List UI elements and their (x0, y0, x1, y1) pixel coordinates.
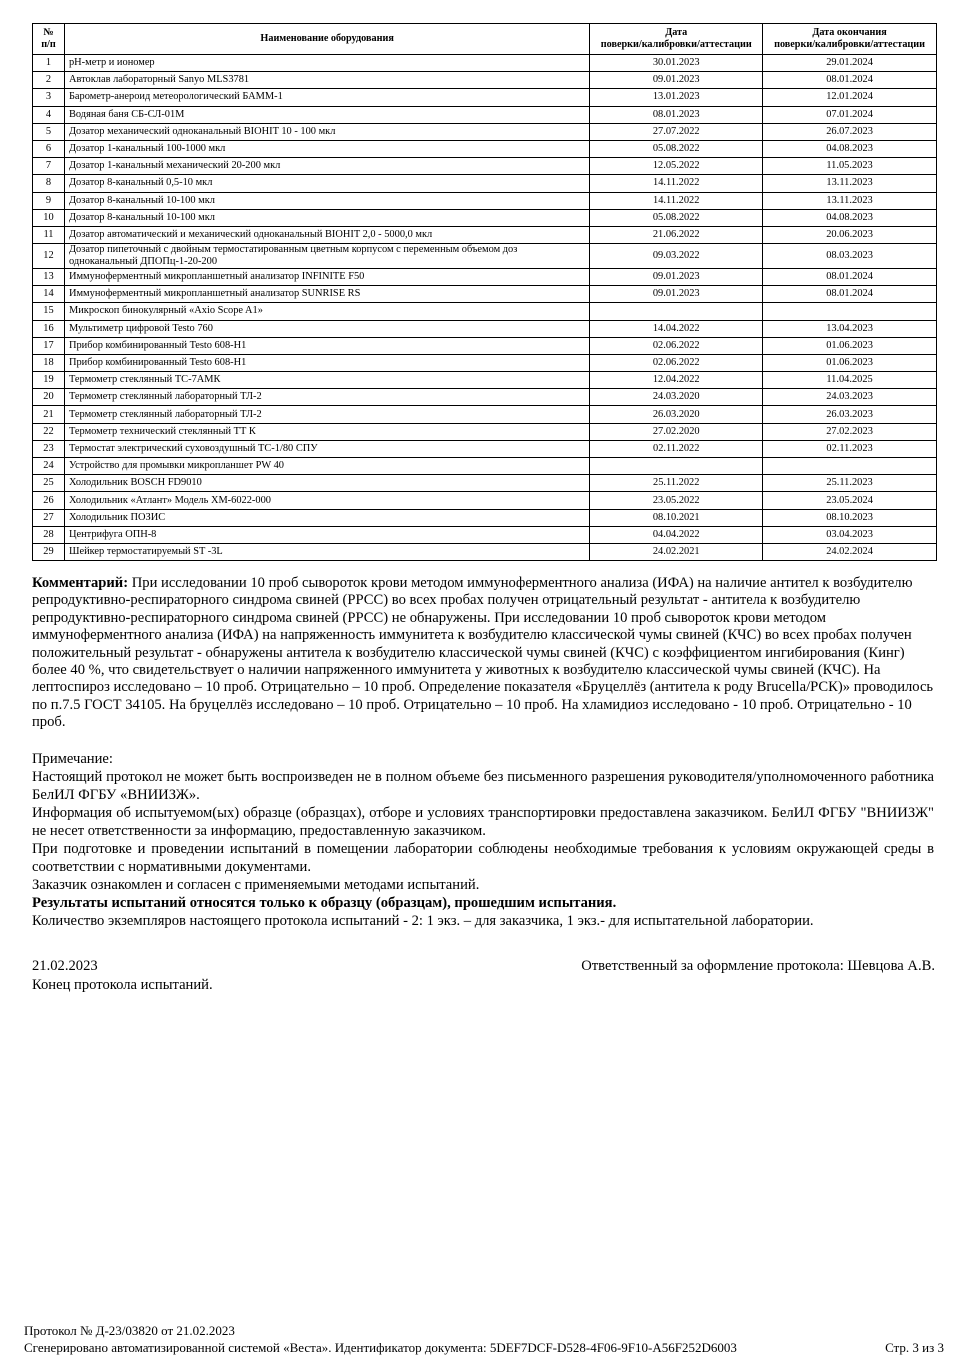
date-check: 04.04.2022 (590, 526, 763, 543)
equipment-name: Прибор комбинированный Testo 608-H1 (64, 354, 589, 371)
header-date-end-line1: Дата окончания (812, 27, 887, 39)
row-number: 5 (33, 123, 65, 140)
table-header-row (33, 24, 937, 55)
date-end: 25.11.2023 (763, 475, 937, 492)
note-item: Заказчик ознакомлен и согласен с применяемыми методами испытаний. (32, 877, 480, 893)
date-end: 13.04.2023 (763, 320, 937, 337)
date-end: 08.01.2024 (763, 268, 937, 285)
table-row (33, 158, 937, 175)
row-number: 8 (33, 175, 65, 192)
table-row (33, 406, 937, 423)
table-row (33, 286, 937, 303)
header-name: Наименование оборудования (64, 24, 589, 55)
date-check: 24.02.2021 (590, 543, 763, 560)
equipment-name: Шейкер термостатируемый ST -3L (64, 543, 589, 560)
header-date-end-line2: поверки/калибровки/аттестации (774, 39, 926, 50)
table-row (33, 492, 937, 509)
responsible-person: Ответственный за оформление протокола: Шевцова А.В. (581, 958, 935, 974)
signature-date: 21.02.2023 (32, 958, 98, 974)
row-number: 11 (33, 226, 65, 243)
equipment-name: Устройство для промывки микропланшет PW 40 (64, 458, 589, 475)
equipment-name: Микроскоп бинокулярный «Axio Scope A1» (64, 303, 589, 320)
equipment-name: Дозатор 8-канальный 0,5-10 мкл (64, 175, 589, 192)
date-check: 02.11.2022 (590, 440, 763, 457)
date-check: 24.03.2020 (590, 389, 763, 406)
date-check: 02.06.2022 (590, 354, 763, 371)
date-check: 23.05.2022 (590, 492, 763, 509)
equipment-name: Дозатор пипеточный с двойным термостатированным цветным корпусом с переменным объемом доз одноканальный ДПОПц-1-20-200 (64, 244, 589, 269)
row-number: 6 (33, 140, 65, 157)
date-check: 08.01.2023 (590, 106, 763, 123)
date-check: 05.08.2022 (590, 209, 763, 226)
date-end: 27.02.2023 (763, 423, 937, 440)
row-number: 2 (33, 72, 65, 89)
date-check: 27.02.2020 (590, 423, 763, 440)
equipment-name: Прибор комбинированный Testo 608-H1 (64, 337, 589, 354)
table-row (33, 268, 937, 285)
row-number: 3 (33, 89, 65, 106)
date-check: 05.08.2022 (590, 140, 763, 157)
row-number: 16 (33, 320, 65, 337)
row-number: 20 (33, 389, 65, 406)
equipment-name: Водяная баня СБ-СЛ-01М (64, 106, 589, 123)
table-row (33, 475, 937, 492)
date-end: 29.01.2024 (763, 55, 937, 72)
date-end (763, 458, 937, 475)
row-number: 15 (33, 303, 65, 320)
table-row (33, 106, 937, 123)
row-number: 1 (33, 55, 65, 72)
date-check (590, 303, 763, 320)
comment-block (32, 575, 934, 732)
table-body (33, 55, 937, 561)
row-number: 7 (33, 158, 65, 175)
equipment-name: Дозатор 1-канальный механический 20-200 мкл (64, 158, 589, 175)
row-number: 17 (33, 337, 65, 354)
table-row (33, 209, 937, 226)
notes-block (32, 750, 934, 930)
equipment-name: Термометр стеклянный лабораторный ТЛ-2 (64, 389, 589, 406)
table-row (33, 543, 937, 560)
date-check: 25.11.2022 (590, 475, 763, 492)
table-row (33, 89, 937, 106)
note-item: Информация об испытуемом(ых) образце (образцах), отборе и условиях транспортировки предоставлена заказчиком. БелИЛ ФГБУ "ВНИИЗЖ" не несет ответственности за информацию, предоставленную заказчиком. (32, 805, 934, 839)
date-end: 11.04.2025 (763, 372, 937, 389)
table-row (33, 303, 937, 320)
date-end: 13.11.2023 (763, 192, 937, 209)
table-row (33, 372, 937, 389)
equipment-name: Термометр стеклянный ТС-7АМК (64, 372, 589, 389)
table-row (33, 244, 937, 269)
equipment-name: Дозатор 8-канальный 10-100 мкл (64, 209, 589, 226)
row-number: 4 (33, 106, 65, 123)
table-row (33, 423, 937, 440)
row-number: 14 (33, 286, 65, 303)
date-end: 02.11.2023 (763, 440, 937, 457)
date-end: 01.06.2023 (763, 354, 937, 371)
equipment-name: Термометр стеклянный лабораторный ТЛ-2 (64, 406, 589, 423)
date-end: 23.05.2024 (763, 492, 937, 509)
table-row (33, 192, 937, 209)
row-number: 18 (33, 354, 65, 371)
date-end: 24.02.2024 (763, 543, 937, 560)
equipment-name: Барометр-анероид метеорологический БАММ-1 (64, 89, 589, 106)
row-number: 23 (33, 440, 65, 457)
copies-count: Количество экземпляров настоящего протокола испытаний - 2: 1 экз. – для заказчика, 1 экз.- для испытательной лаборатории. (32, 913, 814, 929)
equipment-name: pH-метр и иономер (64, 55, 589, 72)
table-row (33, 175, 937, 192)
row-number: 24 (33, 458, 65, 475)
date-check: 14.11.2022 (590, 175, 763, 192)
date-end: 04.08.2023 (763, 140, 937, 157)
header-date-check-line1: Дата (665, 27, 688, 39)
header-date-check-line2: поверки/калибровки/аттестации (600, 39, 752, 50)
row-number: 27 (33, 509, 65, 526)
date-end: 01.06.2023 (763, 337, 937, 354)
table-row (33, 123, 937, 140)
equipment-name: Холодильник BOSCH FD9010 (64, 475, 589, 492)
date-end: 08.01.2024 (763, 72, 937, 89)
table-row (33, 55, 937, 72)
equipment-name: Дозатор 1-канальный 100-1000 мкл (64, 140, 589, 157)
table-row (33, 458, 937, 475)
header-num-line2: п/п (41, 39, 56, 50)
date-check: 09.03.2022 (590, 244, 763, 269)
table-row (33, 354, 937, 371)
date-end: 08.01.2024 (763, 286, 937, 303)
header-date-check (590, 24, 763, 55)
date-end: 24.03.2023 (763, 389, 937, 406)
equipment-name: Холодильник «Атлант» Модель ХМ-6022-000 (64, 492, 589, 509)
date-check: 09.01.2023 (590, 72, 763, 89)
row-number: 9 (33, 192, 65, 209)
comment-text: При исследовании 10 проб сывороток крови методом иммуноферментного анализа (ИФА) на наличие антител к возбудителю репродуктивно-респираторного синдрома свиней (РРСС) во всех пробах получен отрицательный результат - антитела к возбудителю репродуктивно-респираторного синдрома свиней (РРСС) не обнаружены. При исследовании 10 проб сывороток крови методом иммуноферментного анализа (ИФА) на напряженность иммунитета к возбудителю классической чумы свиней (КЧС) во всех пробах получен положительный результат - обнаружены антитела к возбудителю классической чумы свиней (КЧС) с коэффициентом ингибирования (Кинг) более 40 %, что свидетельствует о наличии напряженного иммунитета у животных к возбудителю классической чумы свиней (КЧС). На лептоспироз исследовано – 10 проб. Отрицательно – 10 проб. Определение показателя «Бруцеллёз (антитела к роду Brucella/РСК)» проводилось по п.7.5 ГОСТ 34105. На бруцеллёз исследовано – 10 проб. Отрицательно – 10 проб. На хламидиоз исследовано - 10 проб. Отрицательно - 10 проб. (32, 575, 934, 731)
date-end: 11.05.2023 (763, 158, 937, 175)
equipment-name: Мультиметр цифровой Testo 760 (64, 320, 589, 337)
table-row (33, 226, 937, 243)
date-check: 26.03.2020 (590, 406, 763, 423)
date-check: 09.01.2023 (590, 268, 763, 285)
table-row (33, 337, 937, 354)
row-number: 12 (33, 244, 65, 269)
table-row (33, 320, 937, 337)
equipment-name: Термометр технический стеклянный ТТ К (64, 423, 589, 440)
date-end: 04.08.2023 (763, 209, 937, 226)
note-item: Настоящий протокол не может быть воспроизведен не в полном объеме без письменного разрешения руководителя/уполномоченного работника БелИЛ ФГБУ «ВНИИЗЖ». (32, 769, 934, 803)
end-of-protocol: Конец протокола испытаний. (32, 977, 213, 993)
date-end: 13.11.2023 (763, 175, 937, 192)
date-check: 12.05.2022 (590, 158, 763, 175)
date-end: 26.07.2023 (763, 123, 937, 140)
row-number: 22 (33, 423, 65, 440)
header-num (33, 24, 65, 55)
date-check: 27.07.2022 (590, 123, 763, 140)
date-check: 13.01.2023 (590, 89, 763, 106)
equipment-name: Автоклав лабораторный Sanyo MLS3781 (64, 72, 589, 89)
row-number: 13 (33, 268, 65, 285)
date-end: 20.06.2023 (763, 226, 937, 243)
date-end: 12.01.2024 (763, 89, 937, 106)
date-check: 08.10.2021 (590, 509, 763, 526)
date-end: 26.03.2023 (763, 406, 937, 423)
note-item: При подготовке и проведении испытаний в помещении лаборатории соблюдены необходимые требования к условиям окружающей среды в соответствии с нормативными документами. (32, 841, 934, 875)
row-number: 21 (33, 406, 65, 423)
row-number: 29 (33, 543, 65, 560)
equipment-name: Дозатор механический одноканальный BIOHIT 10 - 100 мкл (64, 123, 589, 140)
date-end: 03.04.2023 (763, 526, 937, 543)
footer-page-number: Стр. 3 из 3 (885, 1340, 944, 1355)
date-check: 02.06.2022 (590, 337, 763, 354)
equipment-name: Центрифуга ОПН-8 (64, 526, 589, 543)
table-row (33, 440, 937, 457)
table-row (33, 72, 937, 89)
table-row (33, 389, 937, 406)
date-end: 07.01.2024 (763, 106, 937, 123)
equipment-table (32, 23, 937, 561)
table-row (33, 140, 937, 157)
results-disclaimer: Результаты испытаний относятся только к образцу (образцам), прошедшим испытания. (32, 895, 617, 911)
row-number: 25 (33, 475, 65, 492)
date-check: 09.01.2023 (590, 286, 763, 303)
equipment-name: Холодильник ПОЗИС (64, 509, 589, 526)
date-end: 08.03.2023 (763, 244, 937, 269)
table-row (33, 509, 937, 526)
date-end: 08.10.2023 (763, 509, 937, 526)
row-number: 28 (33, 526, 65, 543)
comment-label: Комментарий: (32, 575, 129, 591)
table-row (33, 526, 937, 543)
row-number: 26 (33, 492, 65, 509)
row-number: 10 (33, 209, 65, 226)
equipment-name: Иммуноферментный микропланшетный анализатор INFINITE F50 (64, 268, 589, 285)
date-check: 12.04.2022 (590, 372, 763, 389)
date-check: 14.04.2022 (590, 320, 763, 337)
equipment-name: Дозатор 8-канальный 10-100 мкл (64, 192, 589, 209)
notes-title: Примечание: (32, 751, 113, 767)
footer-generated-by: Сгенерировано автоматизированной системой «Веста». Идентификатор документа: 5DEF7DCF-D528-4F06-9F10-A56F252D6003 (24, 1340, 737, 1355)
date-check: 21.06.2022 (590, 226, 763, 243)
date-end (763, 303, 937, 320)
equipment-name: Термостат электрический суховоздушный ТС-1/80 СПУ (64, 440, 589, 457)
header-num-line1: № (43, 27, 54, 39)
date-check: 30.01.2023 (590, 55, 763, 72)
header-date-end (763, 24, 937, 55)
date-check: 14.11.2022 (590, 192, 763, 209)
footer-protocol-number: Протокол № Д-23/03820 от 21.02.2023 (24, 1323, 235, 1338)
date-check (590, 458, 763, 475)
equipment-name: Дозатор автоматический и механический одноканальный BIOHIT 2,0 - 5000,0 мкл (64, 226, 589, 243)
row-number: 19 (33, 372, 65, 389)
equipment-name: Иммуноферментный микропланшетный анализатор SUNRISE RS (64, 286, 589, 303)
